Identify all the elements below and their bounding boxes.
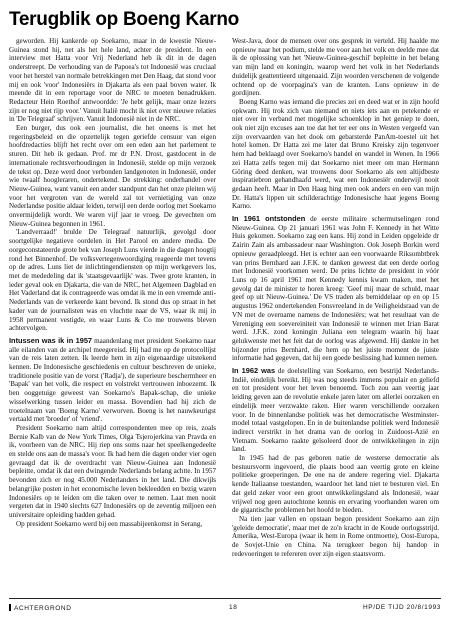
section-bar [9,604,11,611]
page-footer [9,602,441,612]
article-title: Terugblik op Boeng Karno [9,9,239,30]
left-column-paragraph [9,337,216,424]
section-lead-in: In 1961 ontstonden [232,214,306,224]
footer-section [9,604,72,612]
footer-publication: HP/DE TIJD 20/8/1993 [363,604,441,611]
left-column-paragraph: Op president Soekarno werd bij een massabijeenkomst in Serang, [16,519,203,528]
right-column-paragraph [232,367,439,454]
section-lead-in: Intussen was ik in 1957 [9,335,93,345]
left-column [9,37,216,593]
left-column-paragraph: Een burger, dus ook een journalist, die het oneens is met het regeringsbeleid en die opzettelijk tegen geriefde censuur van eigen hoofdredacties blijft het recht over om een eden aan het parlement te sturen. Dit heb ik gedaan. Prof. mr dr P.N. Drost, gastdocent in de internationale rechtsverhoudingen in Indonesië, stelde op mijn verzoek de tekst op. Deze werd door verbonden landgenoten in Indonesië, onder wie twaalf hoogleraren, ondertekend. De strekking: onderhandel over Nieuw-Guinea, want vanuit een ander standpunt dan het onze pleiten wij voor het vergroten van de wereld zal tot vernietiging van onze Nederlandse positie aldaar leiden, terwijl een derde oorlog met Soekarno onvermijdelijk wordt. We waren vijf jaar te vroeg. De gevechten om Nieuw-Guinea begonnen in 1961. [9,124,216,228]
section-lead-in: In 1962 was [232,366,276,376]
left-column-paragraph: President Soekarno nam altijd correspondenten mee op reis, zoals Bernie Kalb van de New York Times, Olga Tsjerojerkina van Pravda en ik, voorheen van de NRC. Hij riep ons soms naar het speelkengedeelte en stelde ons aan de massa's voor. Ik had hem die dagen onder vier ogen gevraagd dat ik de overdracht van Nieuw-Guinea aan Indonesië bepleitte, omdat ik dat een dwingende Nederlands belang achtte. In 1957 bevonden zich er nog 45.000 Nederlanders in het land. Die dikwijls belangrijke posten in het economische leven bekleedden en bezig waren Indonesiërs op te leiden om die taken over te nemen. Laat men nooit vergeten dat in 1940 slechts 627 Indonesiërs op de zeventig miljoen een universitaire opleiding hadden gehad. [9,423,216,519]
right-column [232,37,439,593]
right-column-paragraph: Boeng Karno was iemand die precies zei en deed wat er in zijn hoofd opkwam. Hij trok zich van niemand en niets iets aan en petekende er niet over in verband met mogelijke schoenklop in het geniep te doen, ook niet zijn excuses aan toe dat het ter eer ons in Westen vergeefd van zijn overvaarden van het dook om gebarsterde PanAm-toestel uit het hotel komen. Dr Hatta zei me later dat Bruno Kreisky zijn tegenvoer hem had beklaagd over Soekarno's handel en wandel in Wenen. In 1966 zei Hatta zelfs tegen mij dat Soekarno niet meer om man Hermann Göring deed denken, wat trouwens door Soekarno als een altijdbeste inspiratiebron gehandhaafd werd, wat een Indonesiër onderwijl nooit gedaan heeft. Maar in Den Haag hing men ook anders en een van mijn Dr. Hatta's lippen uit schilderachtige Indonesische haat jegens Boeng Karno. [232,97,439,211]
paragraph-text: de eerste militaire schermutselingen rond Nieuw-Guinea. Op 21 januari 1961 was John F. Kennedy in het Witte Huis gekomen. Soekarno zag een kans. Hij zond in Leiden opgeleide dr Zairin Zain als ambassadeur naar Washington. Ook Joseph Borkin werd opnieuw geraadpleegd. Het is echter aan een voorwaarde Riksombtbrek van prins Bernhard aan J.F.K. te danken geweest dat een derde oorlog met Indonesië voorkomen werd. De prins lichtte de president in vóór Luns op 16 april 1961 met Kennedy kennis kwam maken, met het gevolg dat de minister te horen kreeg: 'Geef mij maar de schuld, maar geef op uit Nieuw-Guinea.' De VS traden als bemiddelaar op en op 15 augustus 1962 ondertekenden Fonsvreeland in de Veiligheidsraad van de VN met de overname namens de Indonesiërs; wat het resultaat van de Vereniging een soevereiniteit van Indonesië te winnen met Irian Barat werd. J.F.K. zond koningin Juliana een telegram waarin hij haar gelukwenste met het feit dat de oorlog was afgewend. Hij dankte in het bijzonder prins Bernhard, die hem op het juiste moment de juiste informatie had gegeven, dat hij een goede beslissing had kunnen nemen. [232,215,439,363]
left-column-paragraph: geworden. Hij kankerde op Soekarno, maar in de kwestie Nieuw-Guinea stond hij, net als het hele land, achter de president. In een interview met Hatta voor Vrij Nederland heb ik dit in de dagen onderstreept. De verhouding van de Papoea's tot Indonesië was cruciaal voor het herstel van normale betrekkingen met Den Haag, dat stond voor mij en ook 'voor' Indonesiërs in Djakarta als een paal boven water. Ik meende dit in een reportage voor de NRC te moeten benadrukken. Redacteur Hein Roethof antwoordde: 'Je hebt gelijk, maar onze lezers zijn er nog niet rijp voor.' Vanuit Italië mocht ik niet over nieuwe relaties in 'De Telegraaf' schrijven. Vanuit Indonesië niet in de NRC. [9,37,216,124]
right-column-paragraph [232,215,439,363]
left-column-paragraph: 'Landverraad!' brulde De Telegraaf natuurlijk, gevolgd door soortgelijke negatieve oordelen in Het Parool en andere media. De oorgeconstateerde grote bek van Joseph Luns vierde in die dagen hoogtij rond het Binnenhof. De volksvertegenwoordiging reageerde met tevens op de adres. Luns liet de inlichtingendiensten op mijn werkgevers los, met de mededeling dat ik 'staatsgevaarlijk' was. Twee grote kranten, in ieder geval ook en Djakarta, die van de NRC, het Algemeen Dagblad en Het Vaderland dat ik contrageerde was omdat ik me in een vreemde anti-Nederlands van de verkeerde kant bevond. Ik stond dus op straat in het kader van de journalisten was en vluchtte naar de VS, waar ik mij in 1958 permanent vestigde, en waar Luns & Co me trouwens bleven achtervolgen. [9,228,216,333]
footer-rule [9,598,441,599]
right-column-paragraph: In 1945 had de pas geboren natie de westerse democratie als bestuursvorm ingevoerd, die plaats bood aan veertig grote en kleine politieke groeperingen. De ene na de andere regering viel. Djakarta kende Italiaanse toestanden, waardoor het land niet te besturen viel. En dat geld zeker voor een groot ontwikkelingsland als Indonesië, waar vrijwel nog geen autochtone kennis en ervaring voorhanden waren om de gigantische problemen het hoofd te bieden. [232,454,439,515]
paragraph-text: maandenlang met president Soekarno naar alle eilanden van de archipel meegereisd. Hij had me op de protocollijst van de reis laten zetten. Ik leerde hem in zijn eigenaardige uitstekend kennen. De Indonesische geschiedenis en cultuur beschreven de unieke, traditionele positie van de vorst ('Radja'), de superieure beschermheer en 'Bapak' van het volk, die respect en volstrekt vertrouwen inboezemt. Ik ben ooggetuige geweest van Soekarno's Bapak-schap, die unieke wisselwerking tussen leider en massa. Bovendien had hij zich de troetelnaam van 'Boeng Karno' verworven. Boeng is het nauwkeurigst vertaald met 'broeder' of 'vriend'. [9,336,216,424]
page-number: 18 [229,604,238,611]
footer-section-label: ACHTERGROND [14,605,72,612]
right-column-paragraph: West-Java, door de mensen over ons gesprek in verteld. Hij haalde me opnieuw naar het podium, stelde me voor aan het volk en deelde mee dat ik de oplossing van het 'Nieuw-Guinea-geschil' bepleitte in het belang van mijn land en koningin, waarop werd het volk in het Nederlands duidelijk geattentieerd uitgenaaid. Zijn woorden verschenen de volgende ochtend op de voorpagina's van de kranten. Luns opnieuw in de gordijnen. [232,37,439,98]
paragraph-text: de doelstelling van Soekarno, een bestrijd Nederlands-Indië, eindelijk bereikt. Hij was nog steeds immens populair en geliefd en tot president voor het leven benoemd. Toch zou aan veertig jaar leiding geven aan de revolutie enkele jaren later om allerlei oorzaken en eindelijk meer verzwakte raken. Hier waren verschillende oorzaken voor. In de binnenlandse politiek was het democratische Westminster-model totaal vastgelopen. En in de buitenlandse politiek werd Indonesië indirect verstrikt in het drama van de oorlog in Zuidoost-Azië en Vietnam. Soekarno raakte geïsoleerd door de ontwikkelingen in zijn land. [232,367,439,454]
right-column-paragraph: Na tien jaar vallen en opstaan begon president Soekarno aan zijn 'geleide democratie', maar met de zo'n kracht in de Koude oorlogsstrijd. Amerika, West-Europa (waar ik hem in Rome ontmoette), Oost-Europa, de Sovjet-Unie en China. Na terugkeer begon hij handop in redevoeringen te refereren over zijn eigen staatsvorm. [232,514,439,558]
